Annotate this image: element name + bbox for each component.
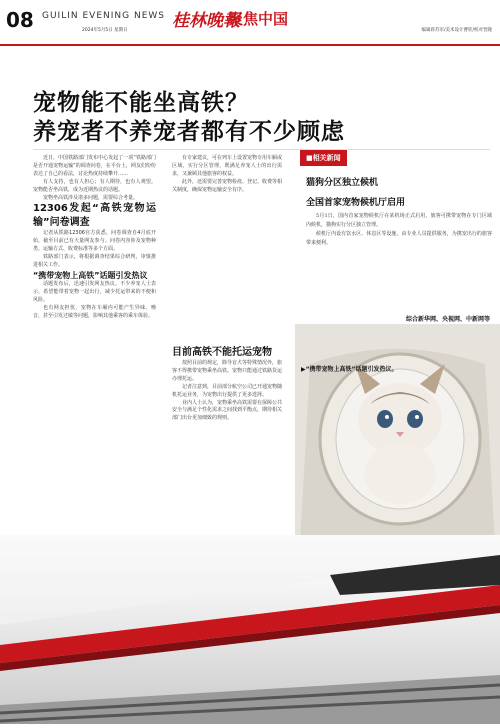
paragraph: 此外，还需要完善宠物检疫、登记、收费等相关制度，确保宠物运输安全有序。: [172, 178, 283, 193]
article-column-1: [33, 155, 156, 321]
photo-caption: ▶“携带宠物上高铁”话题引发热议。: [301, 366, 398, 373]
paragraph: 5月1日，国内首家宠物候机厅在某机场正式启用，旅客可携带宠物在专门区域内候机，猫狗实行分区独立管理。: [306, 213, 492, 228]
paragraph: 记者从铁路12306官方获悉，问卷调查自4月底开始，截至目前已有大量网友参与。问卷内容涉及宠物种类、运输方式、收费标准等多个方面。: [33, 230, 156, 253]
subheading-discussion: “携带宠物上高铁”话题引发热议: [33, 270, 148, 280]
section-title: 聚焦中国: [228, 10, 289, 28]
cat-carrier-photo: [295, 324, 500, 544]
train-icon: [0, 535, 500, 724]
date-line: 2024年5月5日 星期日: [82, 28, 128, 33]
masthead: [0, 0, 500, 46]
subheading-survey: 12306发起“高铁宠物运输”问卷调查: [33, 203, 156, 229]
high-speed-train-image: [0, 535, 500, 724]
cat-icon: [295, 324, 500, 544]
paragraph: 宠物坐高铁涉及诸多问题，需要综合考量。: [43, 194, 139, 201]
related-news-title: 猫狗分区独立候机: [306, 178, 379, 188]
paper-name: GUILIN EVENING NEWS: [42, 11, 165, 21]
paragraph: 有专家建议，可在列车上设置宠物专用车厢或区域，实行分区管理，既满足养宠人士的出行需求，又兼顾其他旅客的权益。: [172, 155, 283, 177]
paragraph: 业内人士认为，宠物乘坐高铁需要在保障公共安全与满足个性化需求之间找到平衡点，期待相关部门出台更加细致的规则。: [172, 399, 283, 422]
newspaper-logo: 桂林晚報: [172, 11, 240, 31]
headline-divider: [33, 149, 490, 150]
page-number: 08: [6, 8, 34, 32]
subheading-no-pets: 目前高铁不能托运宠物: [172, 347, 272, 358]
paragraph: 按照目前的规定，除导盲犬等特殊情况外，旅客不得携带宠物乘坐高铁。宠物只能通过铁路货运办理托运。: [172, 360, 283, 382]
paragraph: 近日，中国铁路部门发布中心发起了一项“铁路部门是否开通宠物运输”的调查问卷，在平台上，网友们纷纷表达了自己的看法，讨论热度持续攀升……: [33, 155, 156, 177]
paragraph: 记者注意到，目前部分航空公司已开通宠物随机托运业务，为宠物出行提供了更多选择。: [172, 383, 283, 398]
headline-line-1: 宠物能不能坐高铁？: [33, 90, 249, 116]
paragraph: 也有网友担忧，宠物在车厢内可能产生异味、噪音，甚至引发过敏等问题，影响其他乘客的乘车体验。: [33, 304, 156, 319]
headline-line-2: 养宠者不养宠者都有不少顾虑: [33, 119, 345, 145]
paragraph: 候机厅内设有饮水区、休息区等设施，由专业人员提供服务，为携宠出行的旅客带来便利。: [306, 231, 492, 246]
paragraph: 铁路部门表示，将根据调查结果综合研判，审慎推进相关工作。: [33, 254, 156, 269]
masthead-rule: [0, 44, 500, 46]
source-credit: 综合新华网、央视网、中新网等: [405, 316, 490, 323]
paragraph: 有人支持，也有人担心；有人期待，也有人观望。宠物能否坐高铁，成为近期热议的话题。: [33, 178, 156, 193]
related-news-tag: ■相关新闻: [300, 150, 347, 166]
related-news-body: [306, 212, 492, 248]
editor-credits: 编辑蒋苏军/美术设计曹钦/校对晋隆: [421, 28, 492, 33]
related-news-subtitle: 全国首家宠物候机厅启用: [306, 198, 406, 208]
paragraph: 话题发布后，迅速引发网友热议。不少养宠人士表示，希望能带着宠物一起出行，减少托运带来的不便和风险。: [33, 280, 156, 303]
article-column-3: [172, 346, 282, 423]
article-column-2: [172, 155, 282, 195]
